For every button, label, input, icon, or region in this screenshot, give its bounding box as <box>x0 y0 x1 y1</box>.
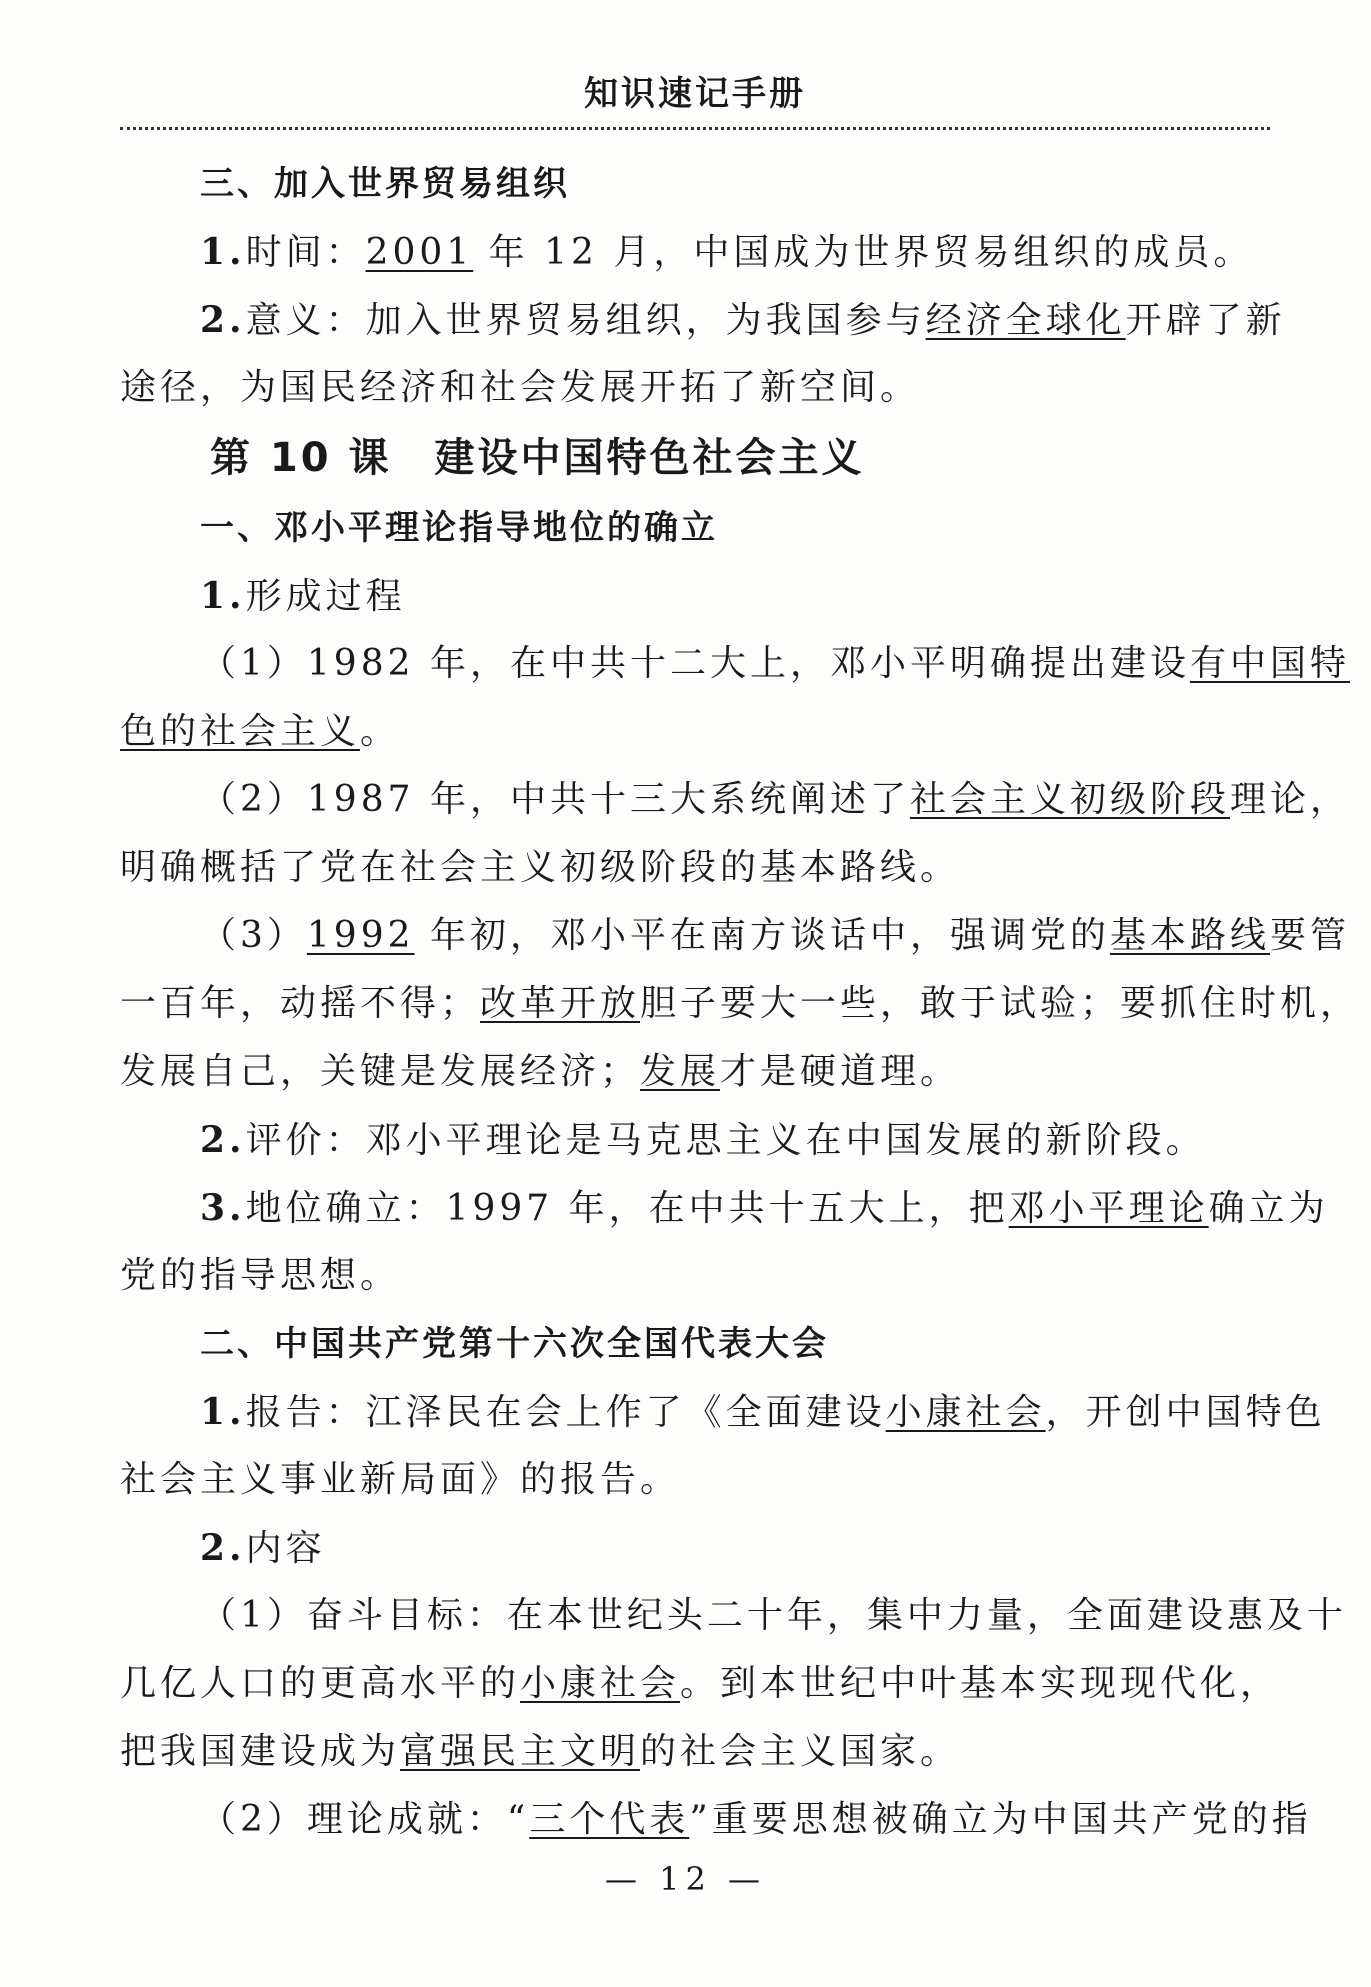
text-run: 形成过程 <box>245 576 406 617</box>
text-run: 内容 <box>245 1528 326 1569</box>
text-run: 理论， <box>1229 779 1350 820</box>
text-run: 。到本世纪中叶基本实现现代化， <box>680 1663 1281 1704</box>
lesson-title: 第 10 课 建设中国特色社会主义 <box>210 435 865 481</box>
key-term: 三个代表 <box>529 1799 690 1840</box>
text-run: 。 <box>360 711 401 752</box>
key-term: 发展 <box>640 1051 721 1092</box>
key-term: 经济全球化 <box>925 300 1126 341</box>
text-run: ，开创中国特色 <box>1045 1392 1326 1433</box>
key-term: 小康社会 <box>885 1392 1046 1433</box>
text-run: 时间： <box>245 232 366 273</box>
report-line-2: 社会主义事业新局面》的报告。 <box>120 1459 681 1500</box>
goal-line-2 <box>120 1650 1281 1718</box>
text-run: 的社会主义国家。 <box>640 1731 961 1772</box>
wto-significance-line-2: 途径，为国民经济和社会发展开拓了新空间。 <box>120 367 921 408</box>
page-number: — 12 — <box>604 1860 767 1898</box>
goal-line-3 <box>120 1718 1270 1786</box>
key-term: 邓小平理论 <box>1008 1188 1209 1229</box>
evaluation-line <box>120 1106 1270 1174</box>
text-run: 确立为 <box>1208 1188 1329 1229</box>
item-number: 2. <box>200 1119 246 1161</box>
goal-line-1: （1）奋斗目标：在本世纪头二十年，集中力量，全面建设惠及十 <box>200 1595 1347 1636</box>
section-heading-deng-theory: 一、邓小平理论指导地位的确立 <box>200 508 718 548</box>
text-run: （3） <box>200 915 307 956</box>
process-1987-line-1 <box>120 766 1350 834</box>
text-run: 要管 <box>1270 915 1351 956</box>
theory-achievement-line <box>120 1786 1312 1854</box>
key-term: 1992 <box>306 915 415 956</box>
section-heading-16th-congress: 二、中国共产党第十六次全国代表大会 <box>200 1324 829 1364</box>
text-run: 胆子要大一些，敢于试验；要抓住时机， <box>640 983 1361 1024</box>
key-term: 小康社会 <box>520 1663 681 1704</box>
key-term: 有中国特 <box>1189 643 1350 684</box>
section-heading-wto: 三、加入世界贸易组织 <box>200 164 570 204</box>
text-run: ”重要思想被确立为中国共产党的指 <box>689 1799 1312 1840</box>
key-term: 基本路线 <box>1109 915 1270 956</box>
status-line-2: 党的指导思想。 <box>120 1255 401 1296</box>
key-term: 色的社会主义 <box>120 711 361 752</box>
wto-significance-line-1 <box>120 286 1286 354</box>
process-1987-line-2: 明确概括了党在社会主义初级阶段的基本路线。 <box>120 847 961 888</box>
text-run: （2）理论成就：“ <box>200 1799 530 1840</box>
item-number: 2. <box>200 299 246 341</box>
text-run: （1）1982 年，在中共十二大上，邓小平明确提出建设 <box>200 643 1190 684</box>
page-content <box>120 150 1361 1854</box>
formation-process-line <box>120 562 1270 630</box>
text-run: 发展自己，关键是发展经济； <box>120 1051 641 1092</box>
key-term: 富强民主文明 <box>400 1731 641 1772</box>
text-run: 把我国建设成为 <box>120 1731 401 1772</box>
report-line-1 <box>120 1378 1326 1446</box>
running-head: 知识速记手册 <box>584 74 806 114</box>
item-number: 3. <box>200 1187 246 1229</box>
item-number: 1. <box>200 575 246 617</box>
key-term: 社会主义初级阶段 <box>909 779 1230 820</box>
content-line <box>120 1514 1270 1582</box>
text-run: 报告：江泽民在会上作了《全面建设 <box>245 1392 886 1433</box>
item-number: 1. <box>200 1391 246 1433</box>
process-1982-line-1 <box>120 630 1350 698</box>
status-line-1 <box>120 1174 1329 1242</box>
wto-time-line <box>120 218 1270 286</box>
text-run: （2）1987 年，中共十三大系统阐述了 <box>200 779 910 820</box>
header-dotted-rule <box>120 127 1270 130</box>
item-number: 2. <box>200 1527 246 1569</box>
text-run: 开辟了新 <box>1125 300 1286 341</box>
text-run: 几亿人口的更高水平的 <box>120 1663 521 1704</box>
process-1982-line-2 <box>120 698 1270 766</box>
key-term: 改革开放 <box>480 983 641 1024</box>
text-run: 才是硬道理。 <box>720 1051 961 1092</box>
key-term: 2001 <box>365 232 474 273</box>
text-run: 意义：加入世界贸易组织，为我国参与 <box>245 300 926 341</box>
text-run: 年 12 月，中国成为世界贸易组织的成员。 <box>473 232 1254 273</box>
item-number: 1. <box>200 231 246 273</box>
process-1992-line-3 <box>120 1038 1270 1106</box>
process-1992-line-2 <box>120 970 1361 1038</box>
process-1992-line-1 <box>120 902 1351 970</box>
text-run: 一百年，动摇不得； <box>120 983 481 1024</box>
text-run: 年初，邓小平在南方谈话中，强调党的 <box>414 915 1110 956</box>
text-run: 评价：邓小平理论是马克思主义在中国发展的新阶段。 <box>245 1120 1206 1161</box>
text-run: 地位确立：1997 年，在中共十五大上，把 <box>245 1188 1009 1229</box>
